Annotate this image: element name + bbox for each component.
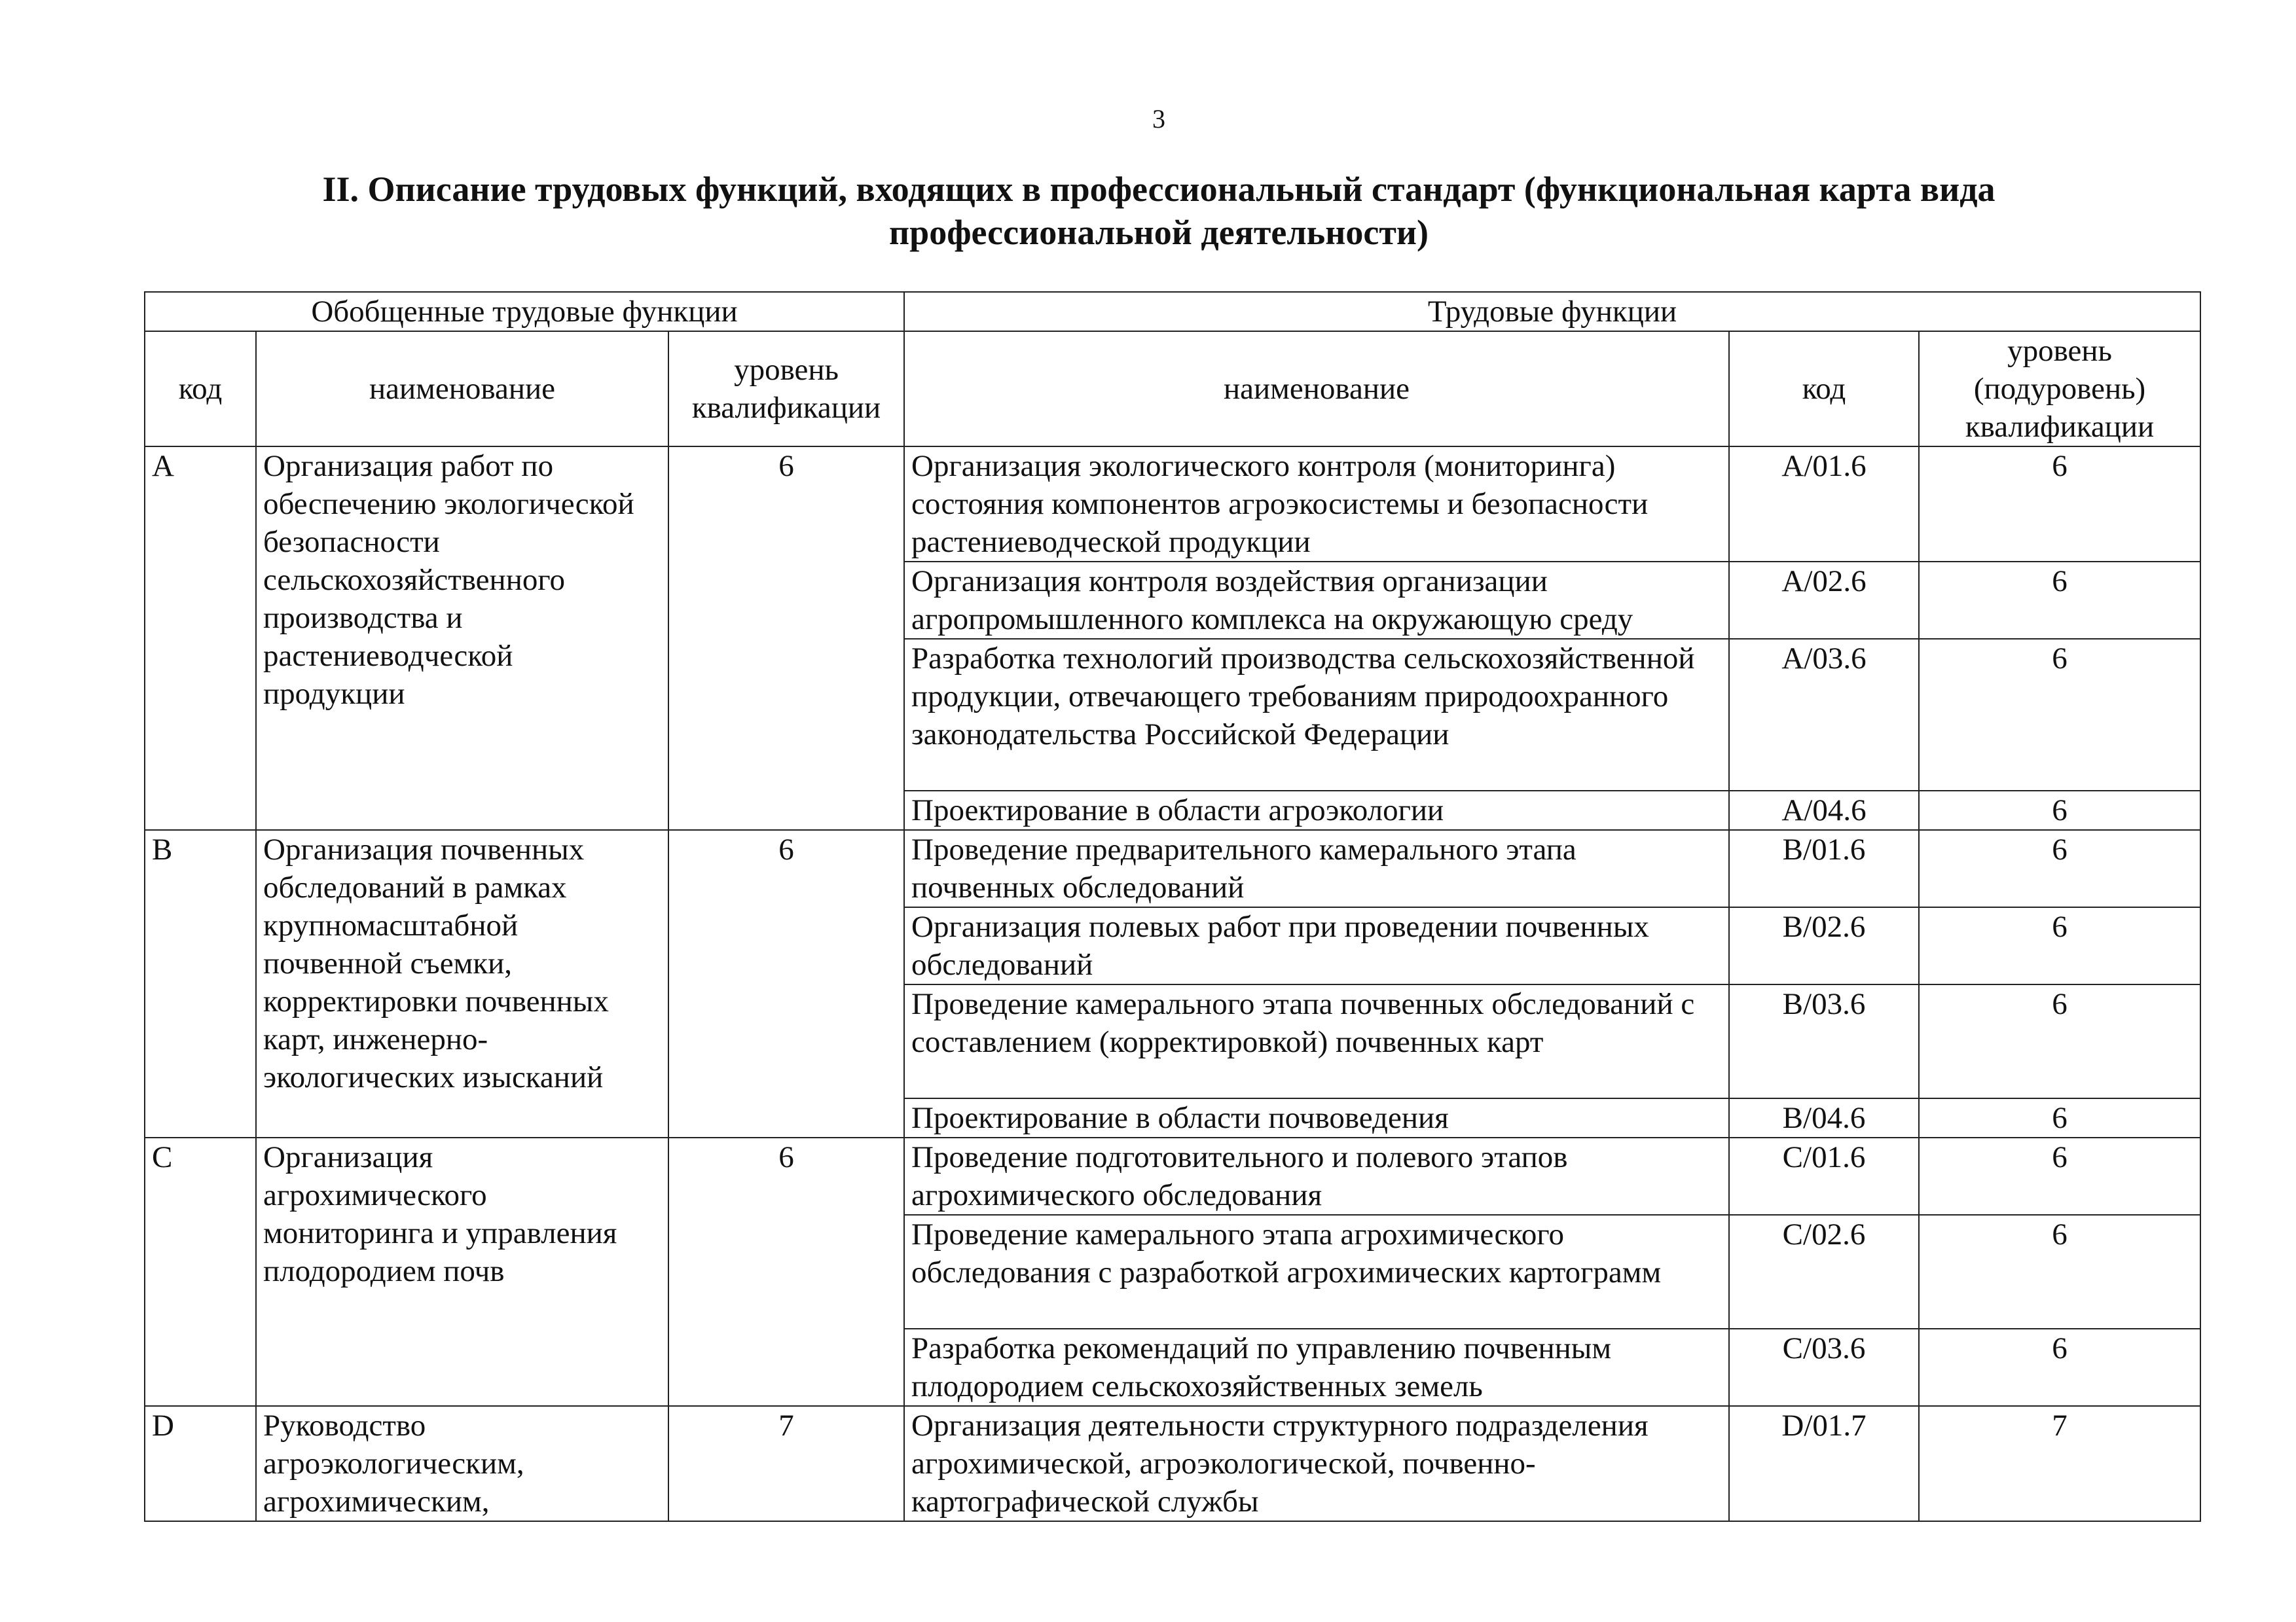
function-code: D/01.7: [1729, 1406, 1919, 1521]
page-number: 3: [1152, 104, 1165, 134]
table-row: [145, 830, 2200, 907]
function-name: Проектирование в области почвоведения: [904, 1098, 1729, 1138]
table-row: [145, 1406, 2200, 1521]
header-generalized-functions: Обобщенные трудовые функции: [145, 292, 904, 331]
group-name: Организация агрохимического мониторинга и управления плодородием почв: [256, 1138, 668, 1406]
header-name: наименование: [256, 331, 668, 446]
group-name: Руководство агроэкологическим, агрохимическим,: [256, 1406, 668, 1521]
function-code: C/03.6: [1729, 1329, 1919, 1406]
function-level: 6: [1919, 446, 2200, 562]
function-name: Проведение камерального этапа агрохимического обследования с разработкой агрохимических картограмм: [904, 1215, 1729, 1329]
group-level: 7: [668, 1406, 904, 1521]
function-level: 6: [1919, 1098, 2200, 1138]
function-level: 6: [1919, 639, 2200, 791]
function-name: Организация контроля воздействия организации агропромышленного комплекса на окружающую среду: [904, 562, 1729, 639]
group-name: Организация работ по обеспечению экологической безопасности сельскохозяйственного производства и растениеводческой продукции: [256, 446, 668, 830]
table-row: [145, 446, 2200, 562]
header-level: уровень квалификации: [668, 331, 904, 446]
function-code: A/04.6: [1729, 791, 1919, 830]
function-code: A/03.6: [1729, 639, 1919, 791]
function-code: B/04.6: [1729, 1098, 1919, 1138]
header-function-name: наименование: [904, 331, 1729, 446]
group-code: A: [145, 446, 256, 830]
function-name: Проведение предварительного камерального этапа почвенных обследований: [904, 830, 1729, 907]
function-level: 6: [1919, 830, 2200, 907]
function-name: Организация деятельности структурного подразделения агрохимической, агроэкологической, почвенно-картографической службы: [904, 1406, 1729, 1521]
header-code: код: [145, 331, 256, 446]
function-name: Разработка технологий производства сельскохозяйственной продукции, отвечающего требованиям природоохранного законодательства Российской Федерации: [904, 639, 1729, 791]
header-function-level: уровень (подуровень) квалификации: [1919, 331, 2200, 446]
header-function-code: код: [1729, 331, 1919, 446]
function-code: A/02.6: [1729, 562, 1919, 639]
section-title: II. Описание трудовых функций, входящих в профессиональный стандарт (функциональная карта вида профессиональной деятельности): [322, 170, 1995, 252]
function-name: Проведение камерального этапа почвенных обследований с составлением (корректировкой) почвенных карт: [904, 984, 1729, 1098]
function-level: 7: [1919, 1406, 2200, 1521]
function-code: B/01.6: [1729, 830, 1919, 907]
function-level: 6: [1919, 907, 2200, 984]
function-code: C/02.6: [1729, 1215, 1919, 1329]
function-code: C/01.6: [1729, 1138, 1919, 1215]
header-labor-functions: Трудовые функции: [904, 292, 2200, 331]
group-name: Организация почвенных обследований в рамках крупномасштабной почвенной съемки, корректировки почвенных карт, инженерно-экологических изысканий: [256, 830, 668, 1138]
function-name: Проектирование в области агроэкологии: [904, 791, 1729, 830]
group-level: 6: [668, 1138, 904, 1406]
function-code: A/01.6: [1729, 446, 1919, 562]
group-code: B: [145, 830, 256, 1138]
function-name: Разработка рекомендаций по управлению почвенным плодородием сельскохозяйственных земель: [904, 1329, 1729, 1406]
function-code: B/03.6: [1729, 984, 1919, 1098]
group-level: 6: [668, 446, 904, 830]
group-level: 6: [668, 830, 904, 1138]
functional-map-table: [144, 291, 2201, 1522]
function-level: 6: [1919, 1215, 2200, 1329]
function-level: 6: [1919, 1329, 2200, 1406]
function-level: 6: [1919, 1138, 2200, 1215]
table-row: [145, 1138, 2200, 1215]
function-level: 6: [1919, 562, 2200, 639]
function-name: Организация полевых работ при проведении почвенных обследований: [904, 907, 1729, 984]
group-code: C: [145, 1138, 256, 1406]
function-level: 6: [1919, 791, 2200, 830]
function-code: B/02.6: [1729, 907, 1919, 984]
function-name: Организация экологического контроля (мониторинга) состояния компонентов агроэкосистемы и безопасности растениеводческой продукции: [904, 446, 1729, 562]
function-level: 6: [1919, 984, 2200, 1098]
group-code: D: [145, 1406, 256, 1521]
function-name: Проведение подготовительного и полевого этапов агрохимического обследования: [904, 1138, 1729, 1215]
